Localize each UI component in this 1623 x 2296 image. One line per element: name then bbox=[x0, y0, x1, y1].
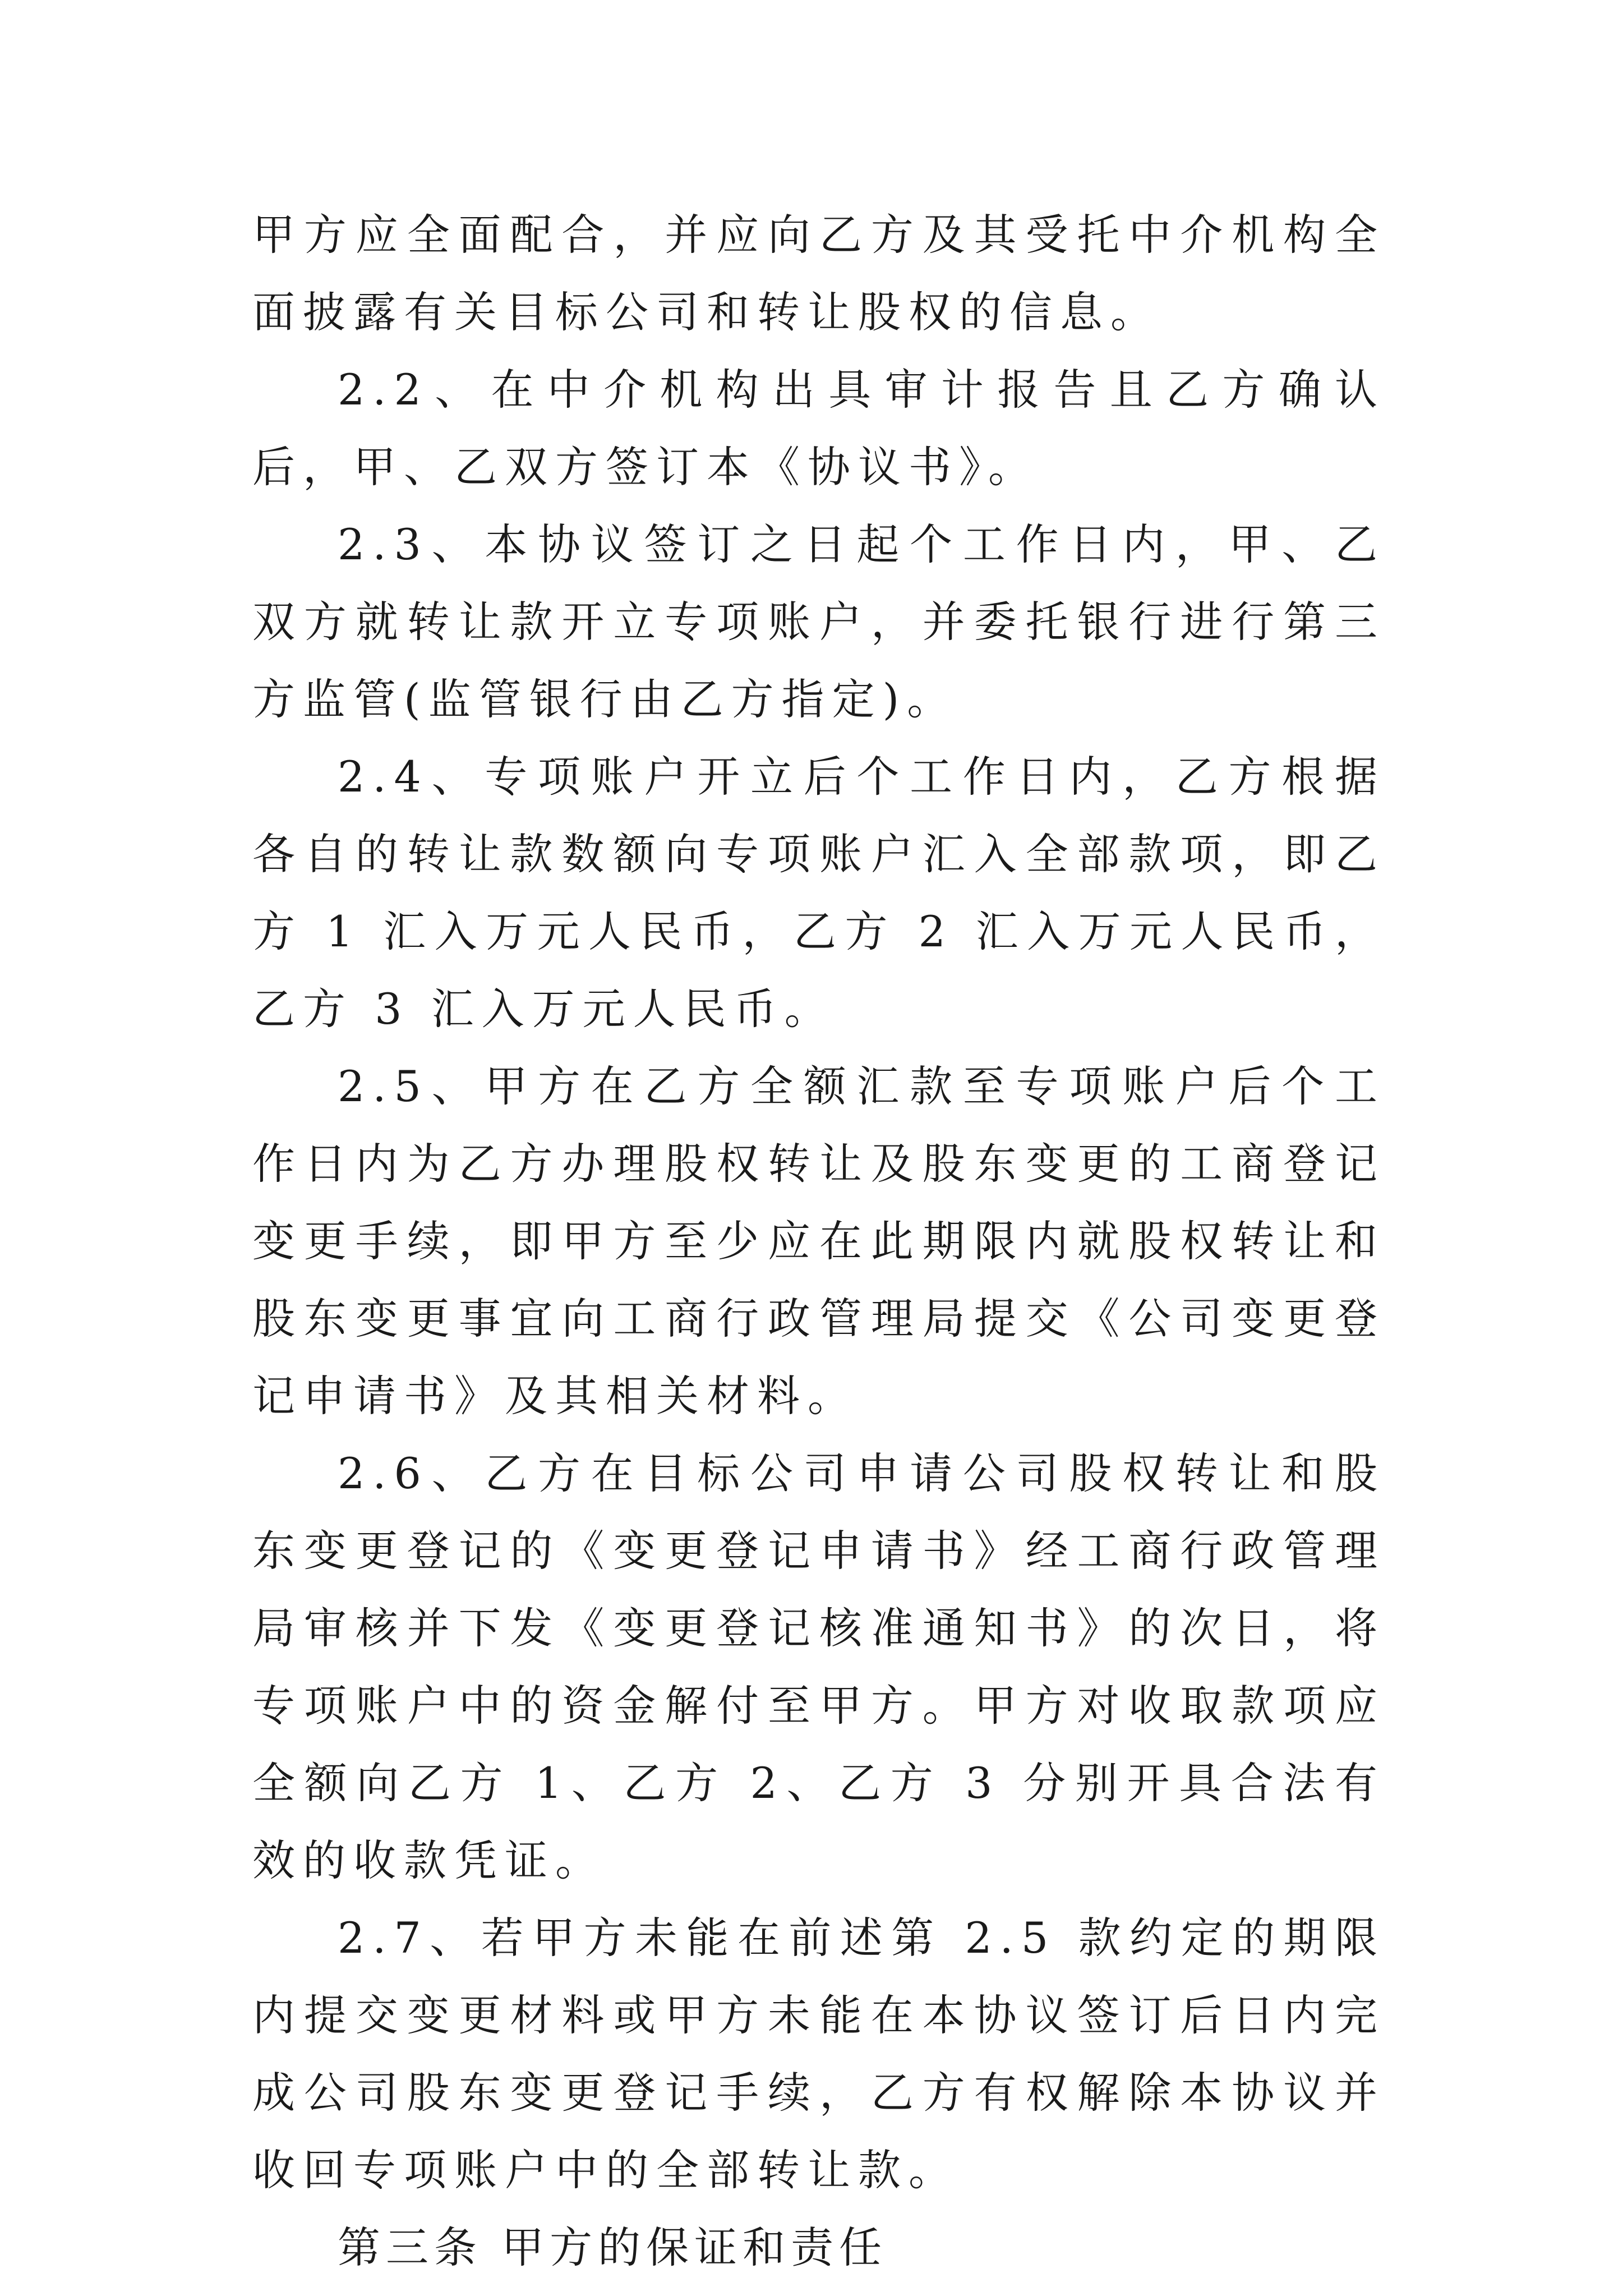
clause-2-7: 2.7、若甲方未能在前述第 2.5 款约定的期限内提交变更材料或甲方未能在本协议签订后日内完成公司股东变更登记手续，乙方有权解除本协议并收回专项账户中的全部转让款。 bbox=[252, 1913, 1385, 2195]
clause-2-2: 2.2、在中介机构出具审计报告且乙方确认后，甲、乙双方签订本《协议书》。 bbox=[252, 365, 1385, 492]
paragraph-continuation: 甲方应全面配合，并应向乙方及其受托中介机构全面披露有关目标公司和转让股权的信息。 bbox=[252, 210, 1385, 337]
clause-2-6: 2.6、乙方在目标公司申请公司股权转让和股东变更登记的《变更登记申请书》经工商行政管理局审核并下发《变更登记核准通知书》的次日，将专项账户中的资金解付至甲方。甲方对收取款项应全额向乙方 1、乙方 2、乙方 3 分别开具合法有效的收款凭证。 bbox=[252, 1448, 1385, 1885]
clause-2-5: 2.5、甲方在乙方全额汇款至专项账户后个工作日内为乙方办理股权转让及股东变更的工商登记变更手续，即甲方至少应在此期限内就股权转让和股东变更事宜向工商行政管理局提交《公司变更登记申请书》及其相关材料。 bbox=[252, 1061, 1385, 1421]
clause-2-3: 2.3、本协议签订之日起个工作日内，甲、乙双方就转让款开立专项账户，并委托银行进行第三方监管(监管银行由乙方指定)。 bbox=[252, 519, 1385, 724]
section-heading: 第三条 甲方的保证和责任 bbox=[338, 2223, 888, 2272]
clause-2-4: 2.4、专项账户开立后个工作日内，乙方根据各自的转让款数额向专项账户汇入全部款项，即乙方 1 汇入万元人民币，乙方 2 汇入万元人民币，乙方 3 汇入万元人民币。 bbox=[252, 752, 1385, 1034]
document-page bbox=[252, 196, 1385, 2286]
